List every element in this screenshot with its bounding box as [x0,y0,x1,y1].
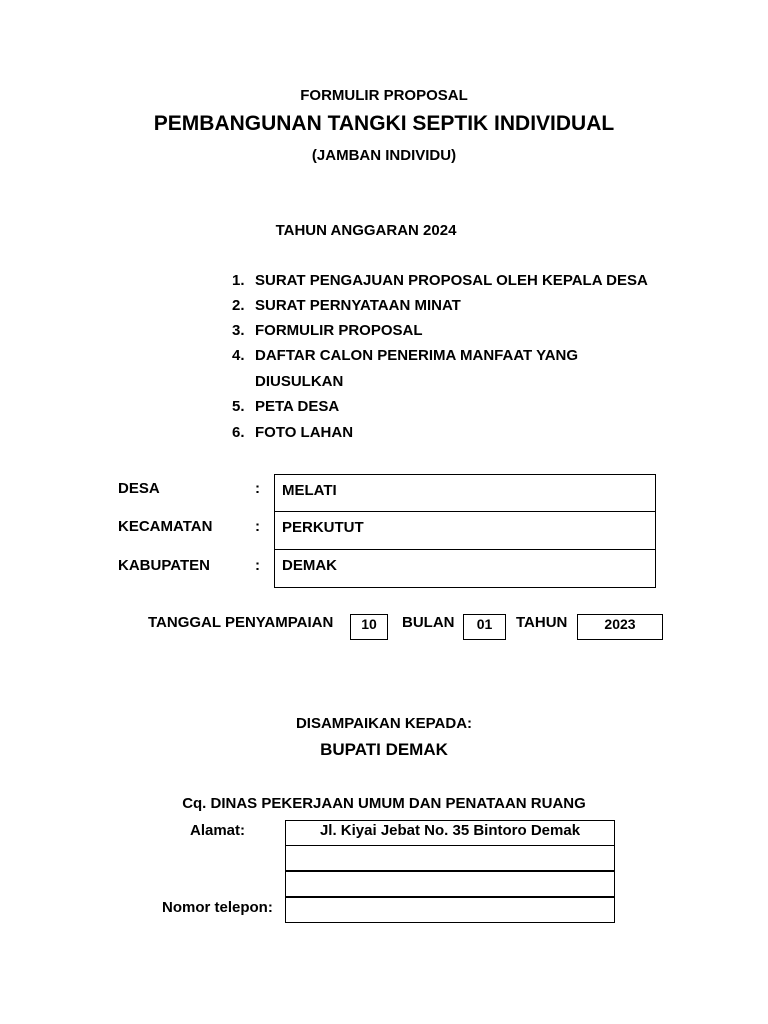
list-item [232,322,423,339]
recipient-name: BUPATI DEMAK [320,740,448,759]
phone-label: Nomor telepon: [162,899,273,916]
list-item-number: 4. [232,347,245,364]
kecamatan-field[interactable]: PERKUTUT [274,511,656,550]
list-item-text: SURAT PERNYATAAN MINAT [255,297,461,314]
list-item [232,398,339,415]
list-item-text: DAFTAR CALON PENERIMA MANFAAT YANG [255,347,579,364]
delivered-to-label: DISAMPAIKAN KEPADA: [295,715,473,732]
address-line-3[interactable] [285,871,615,897]
kabupaten-label: KABUPATEN [118,557,210,574]
list-item [232,297,461,314]
kabupaten-field[interactable]: DEMAK [274,549,656,588]
list-item-text: PETA DESA [255,398,340,415]
date-day-field[interactable]: 10 [350,614,388,640]
list-item-text: SURAT PENGAJUAN PROPOSAL OLEH KEPALA DESA [255,272,648,289]
desa-label: DESA [118,480,160,497]
subtitle: (JAMBAN INDIVIDU) [311,147,457,164]
list-item [232,424,353,441]
phone-field[interactable] [285,897,615,923]
address-label: Alamat: [190,822,246,839]
agency-name: Cq. DINAS PEKERJAAN UMUM DAN PENATAAN RUANG [182,795,586,812]
desa-colon: : [255,480,260,497]
list-item-text: FOTO LAHAN [255,424,354,441]
list-item-number: 1. [232,272,245,289]
list-item-number: 2. [232,297,245,314]
year-label: TAHUN [516,614,568,631]
list-item-number: 6. [232,424,245,441]
desa-field[interactable]: MELATI [274,474,656,512]
list-item [232,347,578,364]
form-title: FORMULIR PROPOSAL [300,87,468,104]
address-line-1[interactable]: Jl. Kiyai Jebat No. 35 Bintoro Demak [285,820,615,846]
date-year-field[interactable]: 2023 [577,614,663,640]
kecamatan-label: KECAMATAN [118,518,213,535]
address-line-2[interactable] [285,845,615,871]
kecamatan-colon: : [255,518,260,535]
list-item [232,272,648,289]
list-item-number: 3. [232,322,245,339]
month-label: BULAN [402,614,455,631]
list-item-text: FORMULIR PROPOSAL [255,322,423,339]
list-item-number: 5. [232,398,245,415]
main-title: PEMBANGUNAN TANGKI SEPTIK INDIVIDUAL [153,112,615,135]
date-label: TANGGAL PENYAMPAIAN [148,614,334,631]
budget-year: TAHUN ANGGARAN 2024 [275,222,457,239]
kabupaten-colon: : [255,557,260,574]
date-month-field[interactable]: 01 [463,614,506,640]
list-item-continuation: DIUSULKAN [255,373,344,390]
